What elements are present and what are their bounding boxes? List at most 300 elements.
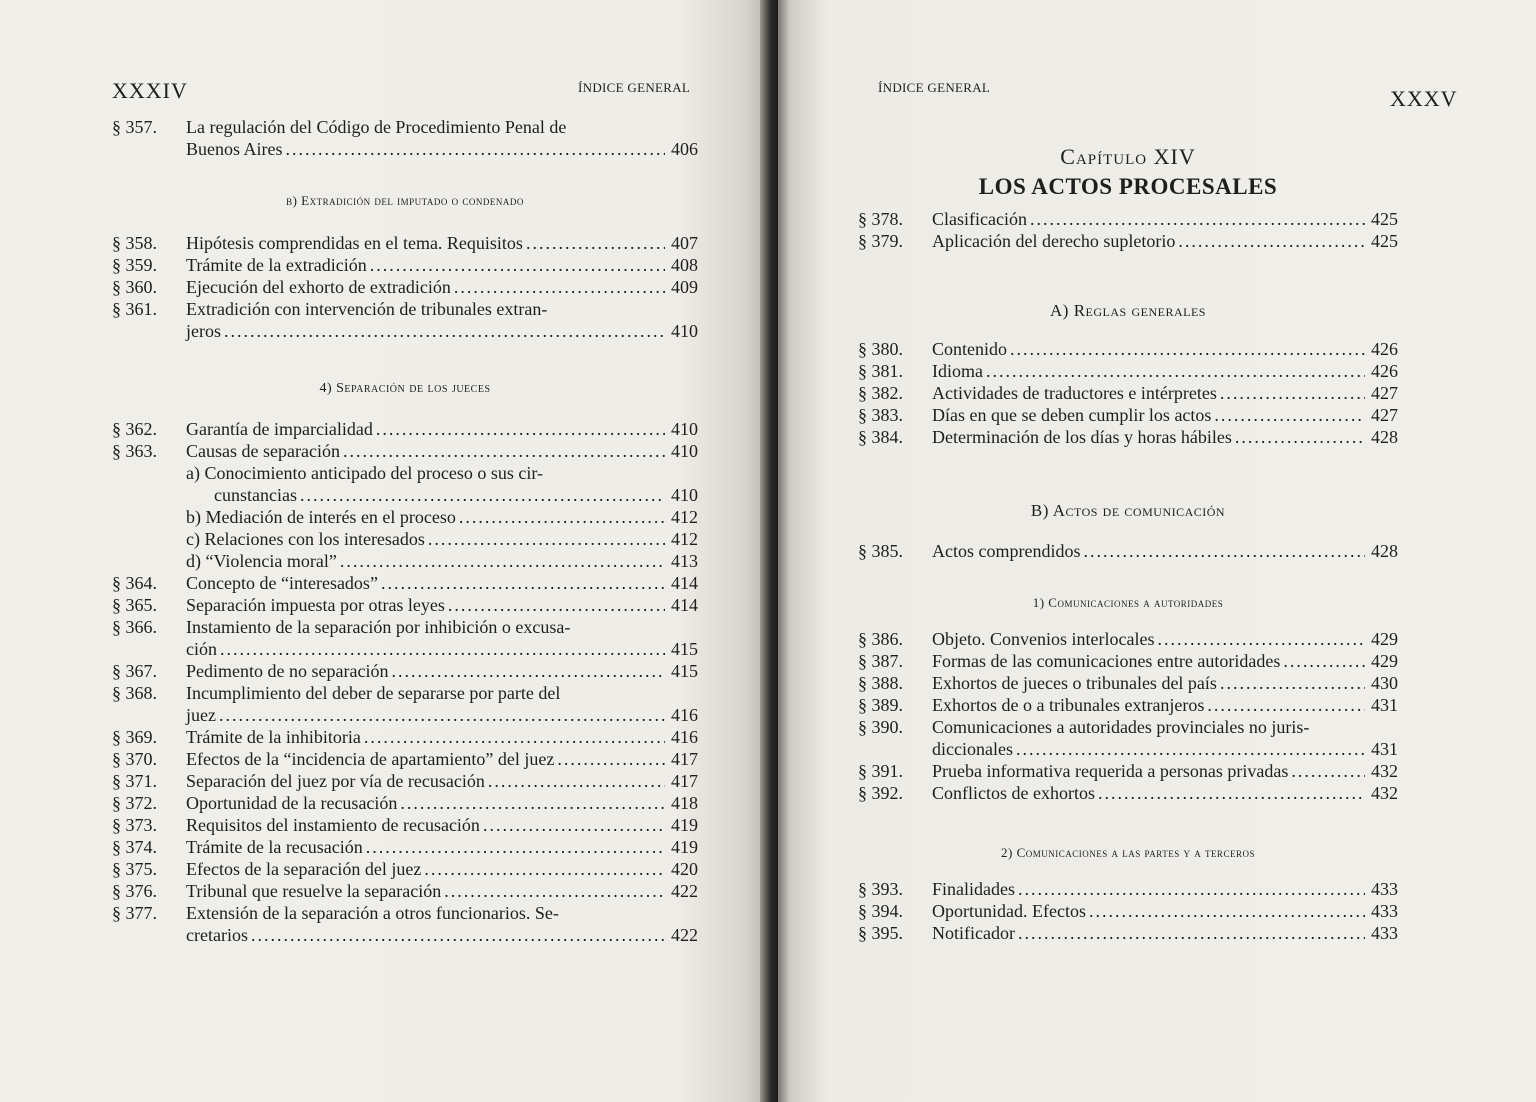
entry-last-line	[932, 694, 1398, 716]
toc-entry	[112, 858, 698, 880]
entry-body	[932, 900, 1398, 922]
page-reference: 422	[671, 881, 698, 901]
page-reference: 433	[1371, 879, 1398, 899]
entry-last-line	[186, 440, 698, 462]
entry-body	[932, 922, 1398, 944]
entry-title: Concepto de “interesados”	[186, 573, 378, 593]
toc-entry	[858, 650, 1398, 672]
toc-entry	[858, 208, 1398, 230]
section-heading-separacion: 4) Separación de los jueces	[319, 381, 491, 396]
dot-leader	[1283, 650, 1365, 672]
entry-last-line	[186, 506, 698, 528]
dot-leader	[1016, 738, 1365, 760]
toc-group	[858, 540, 1398, 562]
dot-leader	[400, 792, 665, 814]
toc-entry	[858, 382, 1398, 404]
entry-title: c) Relaciones con los interesados	[186, 529, 425, 549]
entry-title: Actos comprendidos	[932, 541, 1081, 561]
page-reference: 412	[671, 529, 698, 549]
toc-entry	[858, 782, 1398, 804]
entry-body	[932, 382, 1398, 404]
page-reference: 413	[671, 551, 698, 571]
section-number: § 377.	[112, 903, 157, 923]
toc-group	[858, 628, 1398, 804]
dot-leader	[557, 748, 665, 770]
entry-last-line	[932, 782, 1398, 804]
section-number: § 378.	[858, 209, 903, 229]
toc-entry	[112, 726, 698, 748]
entry-title: Prueba informativa requerida a personas privadas	[932, 761, 1289, 781]
entry-body	[932, 716, 1398, 760]
toc-entry	[858, 540, 1398, 562]
toc-entry	[858, 230, 1398, 252]
toc-entry	[112, 902, 698, 946]
entry-last-line	[932, 628, 1398, 650]
toc-entry	[112, 572, 698, 594]
page-reference: 428	[1371, 541, 1398, 561]
entry-body	[186, 836, 698, 858]
dot-leader	[428, 528, 665, 550]
entry-title: Trámite de la extradición	[186, 255, 367, 275]
section-number: § 390.	[858, 717, 903, 737]
dot-leader	[1235, 426, 1365, 448]
toc-entry	[112, 792, 698, 814]
dot-leader	[343, 440, 665, 462]
toc-entry	[112, 462, 698, 506]
page-reference: 419	[671, 837, 698, 857]
entry-last-line	[186, 276, 698, 298]
section-heading-autoridades: 1) Comunicaciones a autoridades	[1032, 595, 1224, 610]
page-reference: 410	[671, 321, 698, 341]
page-reference: 415	[671, 639, 698, 659]
entry-last-line	[932, 540, 1398, 562]
entry-text-line: a) Conocimiento anticipado del proceso o sus cir-	[186, 463, 544, 483]
entry-last-line	[186, 638, 698, 660]
dot-leader	[444, 880, 665, 902]
toc-entry	[112, 594, 698, 616]
page-reference: 432	[1371, 783, 1398, 803]
page-reference: 414	[671, 595, 698, 615]
page-reference: 410	[671, 485, 698, 505]
dot-leader	[1178, 230, 1365, 252]
page-reference: 429	[1371, 651, 1398, 671]
page-reference: 408	[671, 255, 698, 275]
dot-leader	[224, 320, 665, 342]
entry-last-line	[932, 760, 1398, 782]
dot-leader	[459, 506, 665, 528]
toc-entry	[858, 628, 1398, 650]
entry-body	[186, 726, 698, 748]
toc-entry	[112, 550, 698, 572]
entry-title: Ejecución del exhorto de extradición	[186, 277, 451, 297]
page-reference: 433	[1371, 923, 1398, 943]
section-number: § 395.	[858, 923, 903, 943]
entry-title: cretarios	[186, 925, 248, 945]
toc-entry	[112, 880, 698, 902]
toc-entry	[112, 298, 698, 342]
entry-last-line	[186, 418, 698, 440]
page-reference: 407	[671, 233, 698, 253]
toc-entry	[858, 760, 1398, 782]
entry-last-line	[932, 922, 1398, 944]
toc-entry	[858, 426, 1398, 448]
entry-text-line: Extradición con intervención de tribunales extran-	[186, 299, 548, 319]
chapter-label: Capítulo XIV	[1060, 144, 1196, 169]
entry-title: Trámite de la recusación	[186, 837, 363, 857]
page-reference: 414	[671, 573, 698, 593]
dot-leader	[1214, 404, 1365, 426]
dot-leader	[1157, 628, 1365, 650]
page-reference: 428	[1371, 427, 1398, 447]
entry-last-line	[186, 836, 698, 858]
entry-title: b) Mediación de interés en el proceso	[186, 507, 456, 527]
dot-leader	[448, 594, 665, 616]
toc-entry	[112, 682, 698, 726]
dot-leader	[300, 484, 665, 506]
entry-body	[932, 694, 1398, 716]
section-number: § 387.	[858, 651, 903, 671]
entry-title: Aplicación del derecho supletorio	[932, 231, 1176, 251]
entry-title: Finalidades	[932, 879, 1015, 899]
entry-title: Objeto. Convenios interlocales	[932, 629, 1155, 649]
section-number: § 372.	[112, 793, 157, 813]
section-number: § 379.	[858, 231, 903, 251]
section-number: § 389.	[858, 695, 903, 715]
entry-title: jeros	[186, 321, 221, 341]
section-number: § 362.	[112, 419, 157, 439]
entry-last-line	[186, 232, 698, 254]
entry-title: Determinación de los días y horas hábiles	[932, 427, 1232, 447]
entry-title: Notificador	[932, 923, 1015, 943]
toc-entry	[112, 418, 698, 440]
toc-entry	[112, 254, 698, 276]
entry-last-line	[186, 254, 698, 276]
dot-leader	[986, 360, 1365, 382]
section-heading-partes: 2) Comunicaciones a las partes y a terceros	[1001, 845, 1255, 860]
entry-body	[932, 650, 1398, 672]
toc-group	[858, 208, 1398, 252]
toc-entry	[112, 616, 698, 660]
page-reference: 409	[671, 277, 698, 297]
page-reference: 416	[671, 705, 698, 725]
entry-body	[186, 528, 698, 550]
chapter-title: LOS ACTOS PROCESALES	[978, 174, 1278, 199]
dot-leader	[370, 254, 665, 276]
entry-text-line: Instamiento de la separación por inhibición o excusa-	[186, 617, 571, 637]
toc-entry	[112, 440, 698, 462]
entry-text-line: Comunicaciones a autoridades provinciales no juris-	[932, 717, 1310, 737]
entry-body	[932, 782, 1398, 804]
section-number: § 388.	[858, 673, 903, 693]
page-reference: 426	[1371, 361, 1398, 381]
dot-leader	[364, 726, 665, 748]
page-reference: 419	[671, 815, 698, 835]
section-number: § 391.	[858, 761, 903, 781]
section-number: § 384.	[858, 427, 903, 447]
page-reference: 427	[1371, 383, 1398, 403]
entry-last-line	[932, 878, 1398, 900]
entry-last-line	[186, 138, 698, 160]
entry-body	[932, 404, 1398, 426]
dot-leader	[381, 572, 665, 594]
toc-group	[858, 338, 1398, 448]
section-number: § 376.	[112, 881, 157, 901]
section-number: § 360.	[112, 277, 157, 297]
entry-title: Efectos de la separación del juez	[186, 859, 422, 879]
entry-last-line	[186, 814, 698, 836]
entry-body	[932, 540, 1398, 562]
toc-entry	[858, 672, 1398, 694]
section-number: § 383.	[858, 405, 903, 425]
right-running-head: ÍNDICE GENERAL	[878, 80, 991, 95]
entry-last-line	[932, 900, 1398, 922]
entry-title: d) “Violencia moral”	[186, 551, 337, 571]
section-number: § 359.	[112, 255, 157, 275]
section-number: § 381.	[858, 361, 903, 381]
entry-title: Contenido	[932, 339, 1007, 359]
entry-body	[186, 858, 698, 880]
entry-title: Días en que se deben cumplir los actos	[932, 405, 1212, 425]
entry-last-line	[186, 704, 698, 726]
section-heading-actos: B) Actos de comunicación	[1030, 501, 1226, 520]
toc-entry	[112, 748, 698, 770]
page-reference: 412	[671, 507, 698, 527]
section-number: § 394.	[858, 901, 903, 921]
page-reference: 418	[671, 793, 698, 813]
entry-title: cunstancias	[214, 485, 297, 505]
toc-entry	[112, 814, 698, 836]
toc-group	[858, 878, 1398, 944]
entry-title: Idioma	[932, 361, 983, 381]
dot-leader	[424, 858, 665, 880]
right-page	[768, 0, 1536, 1102]
page-reference: 429	[1371, 629, 1398, 649]
dot-leader	[1018, 922, 1365, 944]
entry-body	[932, 360, 1398, 382]
section-number: § 375.	[112, 859, 157, 879]
page-reference: 430	[1371, 673, 1398, 693]
entry-last-line	[186, 484, 698, 506]
entry-body	[186, 616, 698, 660]
right-toc-column	[858, 146, 1398, 944]
section-heading-reglas: A) Reglas generales	[1050, 301, 1206, 320]
entry-body	[932, 628, 1398, 650]
page-reference: 417	[671, 749, 698, 769]
dot-leader	[1220, 382, 1365, 404]
page-reference: 433	[1371, 901, 1398, 921]
entry-body	[932, 338, 1398, 360]
section-number: § 370.	[112, 749, 157, 769]
entry-title: Pedimento de no separación	[186, 661, 389, 681]
section-number: § 380.	[858, 339, 903, 359]
entry-body	[186, 770, 698, 792]
toc-entry	[858, 878, 1398, 900]
section-number: § 361.	[112, 299, 157, 319]
section-number: § 368.	[112, 683, 157, 703]
entry-last-line	[186, 880, 698, 902]
entry-last-line	[932, 738, 1398, 760]
dot-leader	[483, 814, 665, 836]
entry-last-line	[932, 426, 1398, 448]
section-number: § 357.	[112, 117, 157, 137]
entry-last-line	[186, 572, 698, 594]
section-number: § 374.	[112, 837, 157, 857]
entry-title: Oportunidad de la recusación	[186, 793, 398, 813]
entry-title: Buenos Aires	[186, 139, 283, 159]
page-reference: 416	[671, 727, 698, 747]
entry-body	[932, 760, 1398, 782]
entry-last-line	[186, 528, 698, 550]
toc-group	[112, 232, 698, 342]
entry-body	[186, 254, 698, 276]
toc-entry	[112, 116, 698, 160]
dot-leader	[376, 418, 665, 440]
entry-body	[932, 230, 1398, 252]
dot-leader	[1010, 338, 1365, 360]
entry-body	[186, 232, 698, 254]
entry-last-line	[186, 748, 698, 770]
dot-leader	[219, 704, 665, 726]
page-reference: 420	[671, 859, 698, 879]
dot-leader	[1207, 694, 1365, 716]
section-number: § 373.	[112, 815, 157, 835]
section-number: § 385.	[858, 541, 903, 561]
entry-body	[186, 660, 698, 682]
toc-group	[112, 418, 698, 946]
entry-last-line	[186, 792, 698, 814]
section-number: § 393.	[858, 879, 903, 899]
page-reference: 426	[1371, 339, 1398, 359]
dot-leader	[1030, 208, 1365, 230]
entry-body	[186, 748, 698, 770]
entry-title: Separación impuesta por otras leyes	[186, 595, 445, 615]
entry-body	[186, 902, 698, 946]
entry-title: Causas de separación	[186, 441, 340, 461]
left-running-head: ÍNDICE GENERAL	[578, 80, 691, 95]
section-number: § 371.	[112, 771, 157, 791]
entry-title: Requisitos del instamiento de recusación	[186, 815, 480, 835]
entry-last-line	[932, 404, 1398, 426]
toc-entry	[858, 716, 1398, 760]
section-number: § 358.	[112, 233, 157, 253]
entry-body	[186, 594, 698, 616]
entry-last-line	[186, 550, 698, 572]
dot-leader	[286, 138, 666, 160]
entry-body	[186, 880, 698, 902]
entry-body	[186, 682, 698, 726]
entry-body	[186, 440, 698, 462]
dot-leader	[1220, 672, 1365, 694]
section-number: § 392.	[858, 783, 903, 803]
entry-last-line	[932, 360, 1398, 382]
dot-leader	[454, 276, 665, 298]
toc-entry	[858, 404, 1398, 426]
entry-text-line: La regulación del Código de Procedimiento Penal de	[186, 117, 567, 137]
toc-entry	[112, 232, 698, 254]
toc-entry	[858, 900, 1398, 922]
entry-last-line	[186, 924, 698, 946]
entry-title: Efectos de la “incidencia de apartamiento” del juez	[186, 749, 555, 769]
entry-title: Actividades de traductores e intérpretes	[932, 383, 1217, 403]
toc-entry	[112, 770, 698, 792]
page-reference: 422	[671, 925, 698, 945]
entry-body	[186, 792, 698, 814]
dot-leader	[1291, 760, 1365, 782]
entry-title: Garantía de imparcialidad	[186, 419, 373, 439]
dot-leader	[1018, 878, 1365, 900]
toc-entry	[858, 922, 1398, 944]
entry-title: diccionales	[932, 739, 1013, 759]
left-page-number: XXXIV	[112, 78, 188, 103]
entry-title: Formas de las comunicaciones entre autoridades	[932, 651, 1281, 671]
section-number: § 365.	[112, 595, 157, 615]
entry-text-line: Incumplimiento del deber de separarse por parte del	[186, 683, 561, 703]
right-page-number: XXXV	[1390, 86, 1458, 111]
dot-leader	[340, 550, 665, 572]
entry-body	[186, 462, 698, 506]
page-reference: 415	[671, 661, 698, 681]
page-reference: 410	[671, 419, 698, 439]
dot-leader	[526, 232, 665, 254]
dot-leader	[1089, 900, 1365, 922]
entry-last-line	[932, 382, 1398, 404]
dot-leader	[1098, 782, 1365, 804]
section-number: § 367.	[112, 661, 157, 681]
entry-title: Separación del juez por vía de recusación	[186, 771, 485, 791]
entry-last-line	[186, 594, 698, 616]
toc-entry	[112, 836, 698, 858]
entry-last-line	[932, 672, 1398, 694]
page-reference: 417	[671, 771, 698, 791]
entry-last-line	[932, 650, 1398, 672]
toc-entry	[112, 506, 698, 528]
entry-title: Exhortos de jueces o tribunales del país	[932, 673, 1217, 693]
toc-entry	[112, 660, 698, 682]
section-number: § 366.	[112, 617, 157, 637]
entry-last-line	[186, 660, 698, 682]
entry-title: Trámite de la inhibitoria	[186, 727, 361, 747]
entry-last-line	[186, 320, 698, 342]
entry-text-line: Extensión de la separación a otros funcionarios. Se-	[186, 903, 559, 923]
page-reference: 425	[1371, 209, 1398, 229]
entry-title: Tribunal que resuelve la separación	[186, 881, 442, 901]
section-number: § 386.	[858, 629, 903, 649]
entry-body	[186, 814, 698, 836]
entry-body	[932, 878, 1398, 900]
entry-last-line	[932, 338, 1398, 360]
toc-entry	[858, 360, 1398, 382]
toc-entry	[858, 338, 1398, 360]
section-number: § 369.	[112, 727, 157, 747]
entry-title: Oportunidad. Efectos	[932, 901, 1086, 921]
toc-entry	[112, 528, 698, 550]
toc-entry	[112, 276, 698, 298]
page-reference: 410	[671, 441, 698, 461]
dot-leader	[1083, 540, 1365, 562]
entry-title: Exhortos de o a tribunales extranjeros	[932, 695, 1205, 715]
entry-body	[186, 298, 698, 342]
entry-body	[186, 550, 698, 572]
dot-leader	[391, 660, 665, 682]
entry-last-line	[932, 208, 1398, 230]
dot-leader	[488, 770, 665, 792]
dot-leader	[251, 924, 665, 946]
book-gutter	[760, 0, 778, 1102]
entry-last-line	[932, 230, 1398, 252]
left-toc-column	[112, 116, 698, 946]
toc-entry	[858, 694, 1398, 716]
entry-body	[186, 506, 698, 528]
